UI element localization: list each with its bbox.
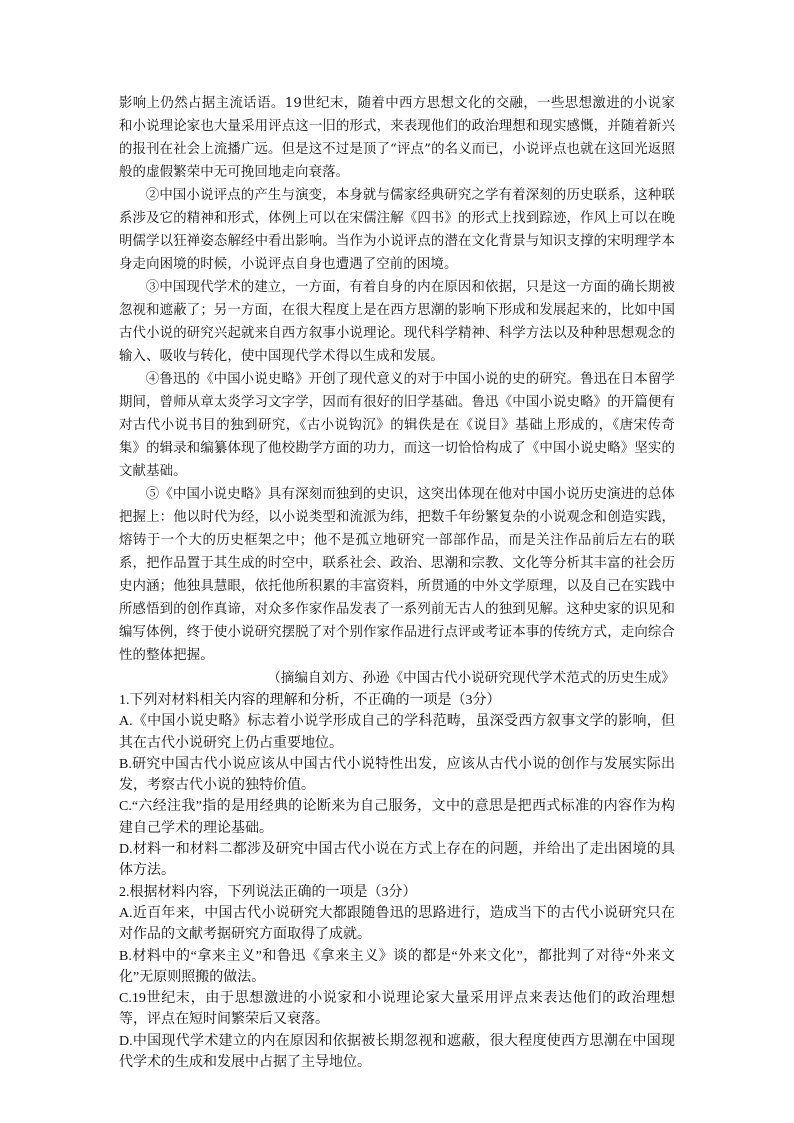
passage-paragraph-5: ⑤《中国小说史略》具有深刻而独到的史识，这突出体现在他对中国小说历史演进的总体把握上：他以时代为经，以小说类型和流派为纬，把数千年纷繁复杂的小说观念和创造实践，熔铸于一个大的历史框架之中；他不是孤立地研究一部部作品，而是关注作品前后左右的联系，把作品置于其生成的时空中，联系社会、政治、思潮和宗教、文化等分析其丰富的社会历史内涵；他独具慧眼，依托他所积累的丰富资料，所贯通的中外文学原理，以及自己在实践中所感悟到的创作真谛，对众多作家作品发表了一系列前无古人的独到见解。这种史家的识见和编写体例，终于使小说研究摆脱了对个别作家作品进行点评或考证本事的传统方式，走向综合性的整体把握。 <box>119 487 675 663</box>
question-2-option-b: B.材料中的“拿来主义”和鲁迅《拿来主义》谈的都是“外来文化”，都批判了对待“外来文化”无原则照搬的做法。 <box>119 948 675 985</box>
question-1-option-c: C.“六经注我”指的是用经典的论断来为自己服务，文中的意思是把西式标准的内容作为构建自己学术的理论基础。 <box>119 799 675 836</box>
question-1-stem: 1.下列对材料相关内容的理解和分析，不正确的一项是（3分） <box>119 693 501 708</box>
passage-paragraph-2: ②中国小说评点的产生与演变，本身就与儒家经典研究之学有着深刻的历史联系，这种联系涉及它的精神和形式，体例上可以在宋儒注解《四书》的形式上找到踪迹，作风上可以在晚明儒学以狂禅姿态解经中看出影响。当作为小说评点的潜在文化背景与知识支撑的宋明理学本身走向困境的时候，小说评点自身也遭遇了空前的困境。 <box>119 188 675 272</box>
question-2-stem: 2.根据材料内容，下列说法正确的一项是（3分） <box>119 884 417 900</box>
question-list <box>119 690 675 1073</box>
question-1 <box>119 690 675 882</box>
document-page <box>119 92 675 1073</box>
question-1-option-a: A.《中国小说史略》标志着小说学形成自己的学科范畴，虽深受西方叙事文学的影响，但其在古代小说研究上仍占重要地位。 <box>119 714 675 751</box>
passage-continuation: 影响上仍然占据主流话语。19世纪末，随着中西方思想文化的交融，一些思想激进的小说家和小说理论家也大量采用评点这一旧的形式，来表现他们的政治理想和现实感慨，并随着新兴的报刊在社会上流播广远。但是这不过是顶了“评点”的名义而已，小说评点也就在这回光返照般的虚假繁荣中无可挽回地走向衰落。 <box>119 96 675 180</box>
question-1-option-b: B.研究中国古代小说应该从中国古代小说特性出发，应该从古代小说的创作与发展实际出发，考察古代小说的独特价值。 <box>119 756 675 794</box>
passage-paragraph-3: ③中国现代学术的建立，一方面，有着自身的内在原因和依据，只是这一方面的确长期被忽视和遮蔽了；另一方面，在很大程度上是在西方思潮的影响下形成和发展起来的，比如中国古代小说的研究兴起就来自西方叙事小说理论。现代科学精神、科学方法以及种种思想观念的输入、吸收与转化，使中国现代学术得以生成和发展。 <box>119 280 675 364</box>
question-2-option-d: D.中国现代学术建立的内在原因和依据被长期忽视和遮蔽，很大程度使西方思潮在中国现代学术的生成和发展中占据了主导地位。 <box>119 1033 675 1071</box>
question-2-option-c: C.19世纪末，由于思想激进的小说家和小说理论家大量采用评点来表达他们的政治理想等，评点在短时间繁荣后又衰落。 <box>119 991 675 1028</box>
reading-passage <box>119 92 675 667</box>
passage-paragraph-4: ④鲁迅的《中国小说史略》开创了现代意义的对于中国小说的史的研究。鲁迅在日本留学期间，曾师从章太炎学习文字学，因而有很好的旧学基础。鲁迅《中国小说史略》的开篇便有对古代小说书目的独到研究，《古小说钩沉》的辑佚是在《说目》基础上形成的，《唐宋传奇集》的辑录和编纂体现了他校勘学方面的功力，而这一切恰恰构成了《中国小说史略》坚实的文献基础。 <box>119 372 675 479</box>
question-2 <box>119 882 675 1074</box>
question-2-option-a: A.近百年来，中国古代小说研究大都跟随鲁迅的思路进行，造成当下的古代小说研究只在对作品的文献考据研究方面取得了成就。 <box>119 905 675 943</box>
passage-source: （摘编自刘方、孙逊《中国古代小说研究现代学术范式的历史生成》 <box>267 670 675 686</box>
question-1-option-d: D.材料一和材料二都涉及研究中国古代小说在方式上存在的问题，并给出了走出困境的具体方法。 <box>119 842 675 879</box>
